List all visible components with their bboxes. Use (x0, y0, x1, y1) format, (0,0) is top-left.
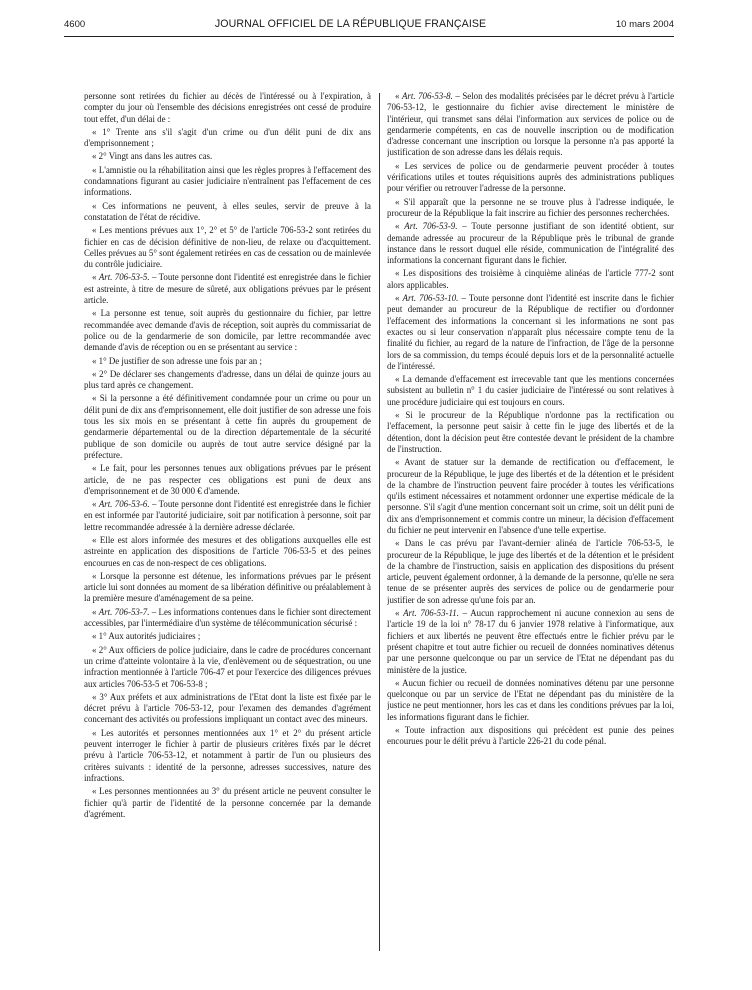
paragraph (84, 91, 371, 125)
paragraph-text: « Aucun fichier ou recueil de données nominatives détenu par une personne quelconque ou par un service de l'Etat ne dépendant pas du ministère de la justice ne peut mentionner, hors les cas et dans les conditions prévues par la loi, les informations figurant dans le fichier. (387, 677, 674, 722)
paragraph-text: « 2° Aux officiers de police judiciaire, dans le cadre de procédures concernant un crime d'atteinte volontaire à la vie, d'enlèvement ou de séquestration, ou une infraction mentionnée à l'article 706-47 et pour l'exercice des diligences prévues aux articles 706-53-5 et 706-53-8 ; (84, 644, 371, 689)
paragraph-text: « Les autorités et personnes mentionnées aux 1° et 2° du présent article peuvent interroger le fichier à partir de plusieurs critères fixés par le décret prévu à l'article 706-53-12, et notamment à partir de l'un ou plusieurs des critères suivants : identité de la personne, adresses successives, nature des infractions. (84, 727, 371, 783)
paragraph-text: « 1° Aux autorités judiciaires ; (92, 631, 201, 642)
article-reference: Art. 706-53-7. (98, 606, 150, 617)
paragraph: « Art. 706-53-7. – Les informations contenues dans le fichier sont directement accessibles, par l'intermédiaire d'un système de télécommunication sécurisé : (84, 606, 371, 629)
paragraph: « Art. 706-53-6. – Toute personne dont l'identité est enregistrée dans le fichier en est informée par l'autorité judiciaire, soit par notification à personne, soit par lettre recommandée adressée à la dernière adresse déclarée. (84, 499, 371, 532)
paragraph (387, 410, 674, 455)
paragraph-text: « Si la personne a été définitivement condamnée pour un crime ou pour un délit puni de dix ans d'emprisonnement, elle doit justifier de son adresse une fois tous les six mois en se présentant à cette fin auprès du groupement de gendarmerie départemental ou de la direction départementale de la sécurité publique de son domicile ou auprès de tout autre service désigné par la préfecture. (84, 393, 371, 460)
paragraph-text: – Selon des modalités précisées par le décret prévu à l'article 706-53-12, le gestionnaire du fichier avise directement le ministère de l'intérieur, qui transmet sans délai l'information aux services de police ou de gendarmerie compétents, en cas de nouvelle inscription ou de modification d'adresse concernant une inscription ou lorsque la personne n'a pas apporté la justification de son adresse dans les délais requis. (387, 91, 674, 158)
paragraph (387, 268, 674, 291)
paragraph-text: « Les personnes mentionnées au 3° du présent article ne peuvent consulter le fichier qu'à partir de l'identité de la personne concernée par la demande d'agrément. (84, 786, 371, 819)
paragraph-text: « La demande d'effacement est irrecevable tant que les mentions concernées subsistent au bulletin n° 1 du casier judiciaire de l'intéressé ou sont relatives à une procédure judiciaire qui est toujours en cours. (387, 374, 674, 407)
paragraph (84, 356, 371, 367)
paragraph-text: – Toute personne dont l'identité est enregistrée dans le fichier est astreinte, à titre de mesure de sûreté, aux obligations prévues par le présent article. (84, 272, 371, 306)
paragraph (84, 201, 371, 224)
issue-date: 10 mars 2004 (615, 18, 674, 30)
paragraph: « Art. 706-53-9. – Toute personne justifiant de son identité obtient, sur demande adressée au procureur de la République près le tribunal de grande instance dans le ressort duquel elle réside, communication de l'intégralité des informations la concernant figurant dans le fichier. (387, 221, 674, 266)
paragraph-text: – Toute personne dont l'identité est enregistrée dans le fichier en est informée par l'autorité judiciaire, soit par notification à personne, soit par lettre recommandée adressée à la dernière adresse déclarée. (84, 499, 371, 532)
article-reference: Art. 706-53-6. (98, 499, 150, 510)
paragraph (387, 197, 674, 220)
paragraph-text: « 3° Aux préfets et aux administrations de l'Etat dont la liste est fixée par le décret prévu à l'article 706-53-12, pour l'examen des demandes d'agrément concernant des activités ou professions impliquant un contact avec des mineurs. (84, 691, 371, 725)
paragraph-text: « Les services de police ou de gendarmerie peuvent procéder à toutes vérifications utiles et toutes réquisitions auprès des administrations publiques pour vérifier ou retrouver l'adresse de la personne. (387, 160, 674, 194)
paragraph (387, 538, 674, 606)
paragraph: « Art. 706-53-5. – Toute personne dont l'identité est enregistrée dans le fichier est astreinte, à titre de mesure de sûreté, aux obligations prévues par le présent article. (84, 272, 371, 306)
paragraph (84, 645, 371, 690)
paragraph (84, 728, 371, 784)
paragraph: « Art. 706-53-8. – Selon des modalités précisées par le décret prévu à l'article 706-53-12, le gestionnaire du fichier avise directement le ministère de l'intérieur, qui transmet sans délai l'information aux services de police ou de gendarmerie compétents, en cas de nouvelle inscription ou de modification d'adresse concernant une inscription ou lorsque la personne n'a pas apporté la justification de son adresse dans les délais requis. (387, 91, 674, 158)
article-reference: Art. 706-53-8. (401, 91, 453, 101)
paragraph-text: « 1° De justifier de son adresse une fois par an ; (92, 355, 262, 366)
paragraph-text: – Les informations contenues dans le fichier sont directement accessibles, par l'intermédiaire d'un système de télécommunication sécurisé : (84, 606, 371, 629)
paragraph-text: « 2° De déclarer ses changements d'adresse, dans un délai de quinze jours au plus tard après ce changement. (84, 368, 371, 391)
paragraph-text: « Les dispositions des troisième à cinquième alinéas de l'article 777-2 sont alors applicables. (387, 268, 674, 290)
page-header (64, 14, 674, 34)
paragraph-text: – Toute personne dont l'identité est inscrite dans le fichier peut demander au procureur de la République de rectifier ou d'ordonner l'effacement des informations la concernant si les informations ne sont pas exactes ou si leur conservation n'apparaît plus nécessaire compte tenu de la finalité du fichier, au regard de la nature de l'infraction, de l'âge de la personne lors de sa commission, du temps écoulé depuis lors et de la personnalité actuelle de l'intéressé. (387, 293, 674, 371)
paragraph (84, 535, 371, 569)
paragraph (84, 692, 371, 726)
paragraph (387, 161, 674, 195)
article-reference: Art. 706-53-5. (98, 272, 150, 283)
paragraph (84, 308, 371, 353)
paragraph (387, 725, 674, 748)
paragraph (84, 127, 371, 150)
paragraph-text: « Toute infraction aux dispositions qui précèdent est punie des peines encourues pour le délit prévu à l'article 226-21 du code pénal. (387, 725, 674, 747)
paragraph-text: « La personne est tenue, soit auprès du gestionnaire du fichier, par lettre recommandée avec demande d'avis de réception, soit auprès du commissariat de police ou de la gendarmerie de son domicile, par lettre recommandée avec demande d'avis de réception ou en se présentant au service : (84, 308, 371, 353)
left-column (84, 91, 371, 957)
article-reference: Art. 706-53-9. (404, 221, 458, 232)
paragraph (387, 678, 674, 723)
paragraph-text: « Dans le cas prévu par l'avant-dernier alinéa de l'article 706-53-5, le procureur de la République, le juge des libertés et de la détention et le président de la chambre de l'instruction, saisis en application des dispositions du présent article, peuvent également ordonner, à la demande de la personne, qu'elle ne sera tenue de se présenter auprès des services de police ou de gendarmerie pour justifier de son adresse qu'une fois par an. (387, 538, 674, 605)
paragraph (84, 786, 371, 820)
paragraph-text: « Si le procureur de la République n'ordonne pas la rectification ou l'effacement, la personne peut saisir à cette fin le juge des libertés et de la détention, dont la décision peut être contestée devant le président de la chambre de l'instruction. (387, 410, 674, 454)
paragraph-text: « Elle est alors informée des mesures et des obligations auxquelles elle est astreinte en application des dispositions de l'article 706-53-5 et des peines encourues en cas de non-respect de ces obligations. (84, 534, 371, 568)
paragraph (84, 369, 371, 392)
paragraph (387, 457, 674, 536)
paragraph (84, 463, 371, 497)
article-reference: Art. 706-53-10. (402, 293, 459, 304)
paragraph-text: « L'amnistie ou la réhabilitation ainsi que les règles propres à l'effacement des condamnations figurant au casier judiciaire n'entraînent pas l'effacement de ces informations. (84, 164, 371, 198)
column-separator (379, 93, 380, 951)
paragraph-text: « Le fait, pour les personnes tenues aux obligations prévues par le présent article, de ne pas respecter ces obligations est puni de deux ans d'emprisonnement et de 30 000 € d'amende. (84, 463, 371, 496)
paragraph (387, 374, 674, 408)
paragraph-text: personne sont retirées du fichier au décès de l'intéressé ou à l'expiration, à compter du jour où l'ensemble des décisions enregistrées ont cessé de produire tout effet, d'un délai de : (84, 91, 371, 124)
paragraph (84, 151, 371, 162)
article-reference: Art. 706-53-11. (403, 608, 459, 619)
paragraph-text: « Les mentions prévues aux 1°, 2° et 5° de l'article 706-53-2 sont retirées du fichier en cas de décision définitive de non-lieu, de relaxe ou d'acquittement. Celles prévues au 5° sont également retirées en cas de cessation ou de mainlevée du contrôle judiciaire. (84, 225, 371, 270)
paragraph-text: « S'il apparaît que la personne ne se trouve plus à l'adresse indiquée, le procureur de la République la fait inscrire au fichier des personnes recherchées. (387, 196, 674, 218)
paragraph-text: « Avant de statuer sur la demande de rectification ou d'effacement, le procureur de la République, le juge des libertés et de la détention et le président de la chambre de l'instruction peuvent faire procéder à toutes les vérifications qu'ils estiment nécessaires et notamment ordonner une expertise médicale de la personne. S'il s'agit d'une mention concernant soit un crime, soit un délit puni de dix ans d'emprisonnement et commis contre un mineur, la décision d'effacement du fichier ne peut intervenir en l'absence d'une telle expertise. (387, 457, 674, 535)
paragraph: « Art. 706-53-11. – Aucun rapprochement ni aucune connexion au sens de l'article 19 de la loi n° 78-17 du 6 janvier 1978 relative à l'informatique, aux fichiers et aux libertés ne peuvent être effectués entre le fichier prévu par le présent chapitre et tout autre fichier ou recueil de données nominatives détenus par une personne quelconque ou par un service de l'Etat ne dépendant pas du ministère de la justice. (387, 608, 674, 675)
paragraph-text: « Ces informations ne peuvent, à elles seules, servir de preuve à la constatation de l'état de récidive. (84, 200, 371, 222)
paragraph-text: « 2° Vingt ans dans les autres cas. (92, 151, 213, 162)
page-number: 4600 (64, 18, 86, 30)
text-columns (84, 91, 674, 957)
paragraph (84, 631, 371, 642)
journal-title: JOURNAL OFFICIEL DE LA RÉPUBLIQUE FRANÇAISE (214, 18, 487, 30)
paragraph (84, 225, 371, 270)
right-column (387, 91, 674, 957)
paragraph-text: « Lorsque la personne est détenue, les informations prévues par le présent article lui sont données au moment de sa libération définitive ou préalablement à la première mesure d'aménagement de sa peine. (84, 570, 371, 604)
paragraph (84, 393, 371, 461)
paragraph: « Art. 706-53-10. – Toute personne dont l'identité est inscrite dans le fichier peut demander au procureur de la République de rectifier ou d'ordonner l'effacement des informations la concernant si les informations ne sont pas exactes ou si leur conservation n'apparaît plus nécessaire compte tenu de la finalité du fichier, au regard de la nature de l'infraction, de l'âge de la personne lors de sa commission, du temps écoulé depuis lors et de la personnalité actuelle de l'intéressé. (387, 293, 674, 371)
paragraph-text: – Aucun rapprochement ni aucune connexion au sens de l'article 19 de la loi n° 78-17 du 6 janvier 1978 relative à l'informatique, aux fichiers et aux libertés ne peuvent être effectués entre le fichier prévu par le présent chapitre et tout autre fichier ou recueil de données nominatives détenus par une personne quelconque ou par un service de l'Etat ne dépendant pas du ministère de la justice. (387, 608, 674, 675)
paragraph-text: – Toute personne justifiant de son identité obtient, sur demande adressée au procureur de la République près le tribunal de grande instance dans le ressort duquel elle réside, communication de l'intégralité des informations la concernant figurant dans le fichier. (387, 221, 674, 266)
paragraph-text: « 1° Trente ans s'il s'agit d'un crime ou d'un délit puni de dix ans d'emprisonnement ; (84, 126, 371, 149)
paragraph (84, 165, 371, 199)
header-rule (64, 36, 674, 37)
paragraph (84, 571, 371, 605)
